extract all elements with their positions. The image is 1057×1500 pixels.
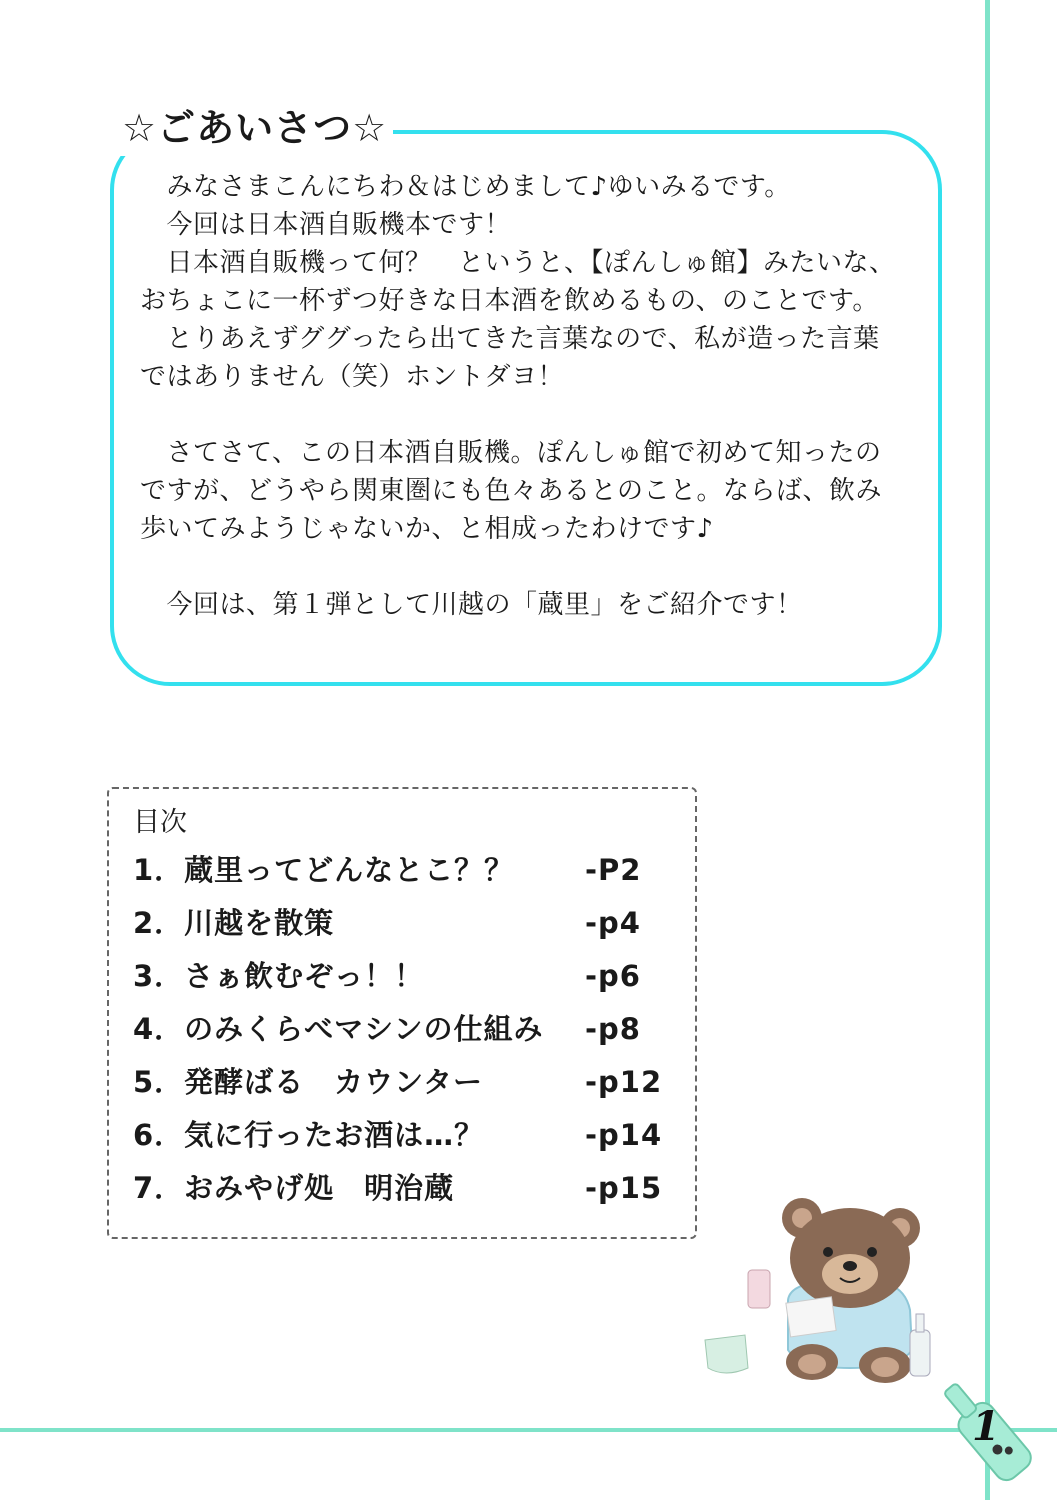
greeting-line: ですが、どうやら関東圏にも色々あるとのこと。ならば、飲み	[140, 476, 883, 506]
toc-item-page: -P2	[585, 853, 642, 887]
toc-item-page: -p12	[585, 1065, 663, 1099]
toc-item-page: -p8	[585, 1012, 641, 1046]
toc-item-title: 4．のみくらべマシンの仕組み	[133, 1012, 544, 1046]
greeting-line: おちょこに一杯ずつ好きな日本酒を飲めるもの、のことです。	[140, 286, 879, 316]
page-number: 1	[972, 1403, 1000, 1450]
toc-item-title: 3．さぁ飲むぞっ！！	[133, 959, 425, 993]
toc-item-title: 2．川越を散策	[133, 906, 335, 940]
greeting-line: みなさまこんにちわ＆はじめまして♪ゆいみるです。	[140, 172, 791, 202]
greeting-body	[140, 168, 930, 624]
greeting-line: ではありません（笑）ホントダヨ！	[140, 362, 565, 392]
toc-item	[133, 901, 673, 954]
toc-item-title: 6．気に行ったお酒は…？	[133, 1118, 485, 1152]
greeting-line: 歩いてみようじゃないか、と相成ったわけです♪	[140, 514, 714, 544]
toc-heading: 目次	[133, 807, 187, 838]
paragraph-gap	[140, 396, 930, 434]
page-margin-rule-vertical	[985, 0, 990, 1500]
greeting-line: 今回は日本酒自販機本です！	[140, 210, 512, 240]
toc-item-title: 5．発酵ばる カウンター	[133, 1065, 484, 1099]
toc-list	[133, 848, 673, 1219]
greeting-line: さてさて、この日本酒自販機。ぽんしゅ館で初めて知ったの	[140, 438, 882, 468]
page-margin-rule-horizontal	[0, 1428, 1057, 1432]
toc-item-page: -p14	[585, 1118, 663, 1152]
toc-item-page: -p4	[585, 906, 641, 940]
bear-illustration	[700, 1190, 940, 1390]
toc-item	[133, 1113, 673, 1166]
paragraph-gap	[140, 548, 930, 586]
toc-item	[133, 848, 673, 901]
toc-item	[133, 954, 673, 1007]
greeting-line: とりあえずググったら出てきた言葉なので、私が造った言葉	[140, 324, 880, 354]
greeting-line: 日本酒自販機って何？ というと、【ぽんしゅ館】みたいな、	[140, 248, 896, 278]
toc-item-title: 1．蔵里ってどんなとこ？？	[133, 853, 515, 887]
toc-item	[133, 1166, 673, 1219]
toc-item	[133, 1060, 673, 1113]
greeting-line: 今回は、第１弾として川越の「蔵里」をご紹介です！	[140, 590, 803, 620]
toc-item	[133, 1007, 673, 1060]
toc-item-page: -p6	[585, 959, 641, 993]
toc-item-title: 7．おみやげ処 明治蔵	[133, 1171, 455, 1205]
toc-item-page: -p15	[585, 1171, 663, 1205]
greeting-title: ☆ごあいさつ☆	[116, 100, 393, 156]
